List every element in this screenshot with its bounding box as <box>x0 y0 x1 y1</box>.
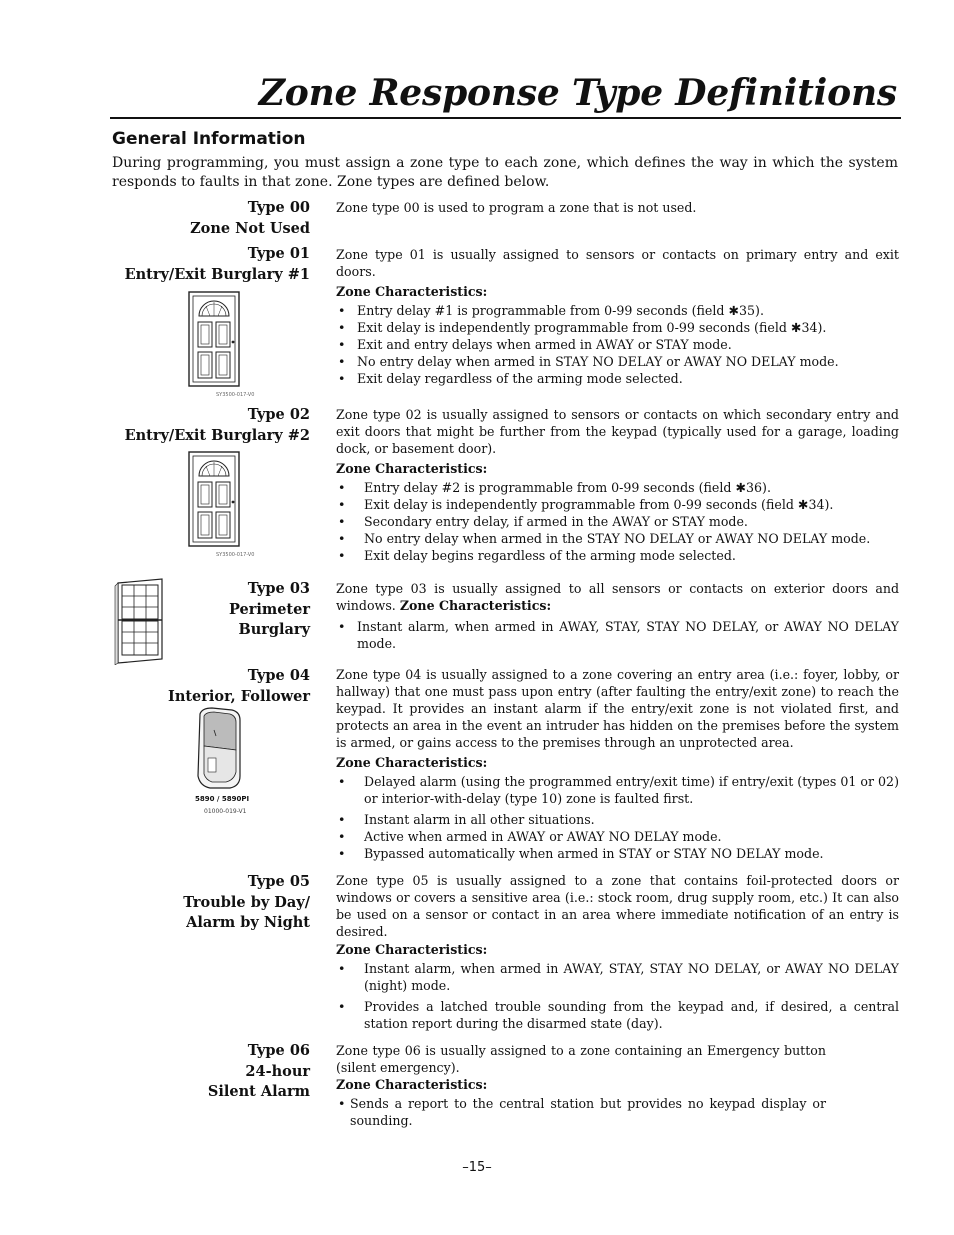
section-heading: General Information <box>112 129 306 149</box>
zone-type-number: Type 01 <box>247 245 310 262</box>
zone-type-05-label <box>183 872 310 934</box>
zone-type-name: Interior, Follower <box>168 687 310 705</box>
zone-type-number: Type 04 <box>247 667 310 684</box>
motion-sensor-icon <box>190 706 248 790</box>
zone-description-text: Zone type 00 is used to program a zone that is not used. <box>336 200 697 215</box>
zone-type-name: Zone Not Used <box>190 219 310 237</box>
list-item: • Exit delay is independently programmable from 0-99 seconds (field ✱34). <box>336 319 899 336</box>
zone-characteristics-heading: Zone Characteristics: <box>336 1077 488 1092</box>
zone-type-02-label <box>125 405 310 446</box>
list-item: • Secondary entry delay, if armed in the AWAY or STAY mode. <box>336 513 899 530</box>
zone-type-name: 24-hour <box>245 1062 310 1080</box>
zone-type-04-description <box>336 666 899 862</box>
list-item: • Exit and entry delays when armed in AWAY or STAY mode. <box>336 336 899 353</box>
list-item: • Entry delay #1 is programmable from 0-99 seconds (field ✱35). <box>336 302 899 319</box>
intro-paragraph: During programming, you must assign a zone type to each zone, which defines the way in which the system responds to faults in that zone. Zone types are defined below. <box>112 155 898 190</box>
zone-type-01-label <box>125 244 310 285</box>
figure-model: 5890 / 5890PI <box>195 795 250 803</box>
zone-type-number: Type 06 <box>247 1042 310 1059</box>
zone-type-01-description <box>336 246 899 387</box>
list-item: • Entry delay #2 is programmable from 0-99 seconds (field ✱36). <box>336 479 899 496</box>
zone-type-05-description <box>336 872 899 1032</box>
zone-type-name: Silent Alarm <box>207 1083 310 1100</box>
zone-characteristics-heading: Zone Characteristics: <box>336 461 488 476</box>
list-item: • Bypassed automatically when armed in STAY or STAY NO DELAY mode. <box>336 845 899 862</box>
door-icon <box>186 290 246 390</box>
zone-description-text: Zone type 02 is usually assigned to sensors or contacts on which secondary entry and exit doors that might be further from the keypad (typically used for a garage, loading dock, or basement door). <box>336 407 899 456</box>
list-item: • Instant alarm, when armed in AWAY, STAY, STAY NO DELAY, or AWAY NO DELAY mode. <box>336 618 899 652</box>
zone-characteristics-list <box>336 773 899 862</box>
zone-type-00-description <box>336 199 899 216</box>
zone-characteristics-list <box>336 618 899 652</box>
page-title: Zone Response Type Definitions <box>258 72 897 114</box>
zone-type-number: Type 03 <box>247 580 310 597</box>
title-rule <box>110 117 901 119</box>
list-item: • No entry delay when armed in STAY NO DELAY or AWAY NO DELAY mode. <box>336 353 899 370</box>
zone-type-03-description <box>336 580 899 652</box>
list-item: • Exit delay regardless of the arming mode selected. <box>336 370 899 387</box>
zone-type-number: Type 00 <box>247 199 310 216</box>
list-item: • Delayed alarm (using the programmed entry/exit time) if entry/exit (types 01 or 02) or interior-with-delay (type 10) zone is faulted first. <box>336 773 899 807</box>
zone-characteristics-list <box>336 1095 826 1129</box>
zone-type-06-description <box>336 1042 826 1129</box>
zone-description-text: Zone type 06 is usually assigned to a zone containing an Emergency button (silent emergency). <box>336 1043 826 1075</box>
zone-type-name: Perimeter <box>228 600 310 618</box>
list-item: • Provides a latched trouble sounding from the keypad and, if desired, a central station report during the disarmed state (day). <box>336 998 899 1032</box>
zone-type-03-label <box>229 579 310 641</box>
zone-type-04-label <box>168 666 310 707</box>
window-figure-type-03 <box>114 577 166 665</box>
zone-characteristics-heading: Zone Characteristics: <box>399 598 552 613</box>
zone-type-number: Type 05 <box>247 873 310 890</box>
list-item: • Exit delay is independently programmable from 0-99 seconds (field ✱34). <box>336 496 899 513</box>
zone-type-00-label <box>190 198 310 239</box>
zone-type-06-label <box>208 1041 310 1103</box>
list-item: • Instant alarm, when armed in AWAY, STAY, STAY NO DELAY, or AWAY NO DELAY (night) mode. <box>336 960 899 994</box>
zone-type-name: Entry/Exit Burglary #1 <box>124 265 310 283</box>
zone-characteristics-list <box>336 479 899 564</box>
figure-code: SY3500-017-V0 <box>216 392 255 398</box>
zone-type-number: Type 02 <box>247 406 310 423</box>
door-figure-type-01 <box>186 290 255 400</box>
zone-characteristics-list <box>336 960 899 1032</box>
zone-type-name: Alarm by Night <box>186 914 310 931</box>
motion-sensor-figure-type-04 <box>190 706 254 818</box>
list-item: • Sends a report to the central station but provides no keypad display or sounding. <box>336 1095 826 1129</box>
zone-type-name: Trouble by Day/ <box>183 893 310 911</box>
zone-description-text: Zone type 04 is usually assigned to a zone covering an entry area (i.e.: foyer, lobby, or hallway) that one must pass upon entry (after faulting the entry/exit zone) to reach the keypad. It provides an instant alarm if the entry/exit zone is not violated first, and protects an area in the event an intruder has hidden on the premises before the system is armed, or gains access to the premises through an unprotected area. <box>336 667 899 750</box>
zone-description-text: Zone type 05 is usually assigned to a zone that contains foil-protected doors or windows or covers a sensitive area (i.e.: stock room, drug supply room, etc.) It can also be used on a sensor or contact in an area where immediate notification of an entry is desired. <box>336 873 899 939</box>
list-item: • Exit delay begins regardless of the arming mode selected. <box>336 547 899 564</box>
list-item: • Active when armed in AWAY or AWAY NO DELAY mode. <box>336 828 899 845</box>
zone-type-name: Entry/Exit Burglary #2 <box>124 426 310 444</box>
zone-characteristics-heading: Zone Characteristics: <box>336 284 488 299</box>
zone-characteristics-list <box>336 302 899 387</box>
zone-characteristics-heading: Zone Characteristics: <box>336 942 488 957</box>
zone-description-text: Zone type 03 is usually assigned to all sensors or contacts on exterior doors and windows. <box>336 581 899 613</box>
page-number: –15– <box>462 1160 492 1175</box>
zone-type-02-description <box>336 406 899 564</box>
door-figure-type-02 <box>186 450 255 560</box>
list-item: • No entry delay when armed in the STAY NO DELAY or AWAY NO DELAY mode. <box>336 530 899 547</box>
door-icon <box>186 450 246 550</box>
list-item: • Instant alarm in all other situations. <box>336 811 899 828</box>
zone-description-text: Zone type 01 is usually assigned to sensors or contacts on primary entry and exit doors. <box>336 247 899 279</box>
zone-type-name: Burglary <box>238 621 310 638</box>
zone-characteristics-heading: Zone Characteristics: <box>336 755 488 770</box>
figure-code: SY3500-017-V0 <box>216 552 255 558</box>
window-icon <box>114 577 166 665</box>
figure-code: 01000-019-V1 <box>204 808 247 815</box>
